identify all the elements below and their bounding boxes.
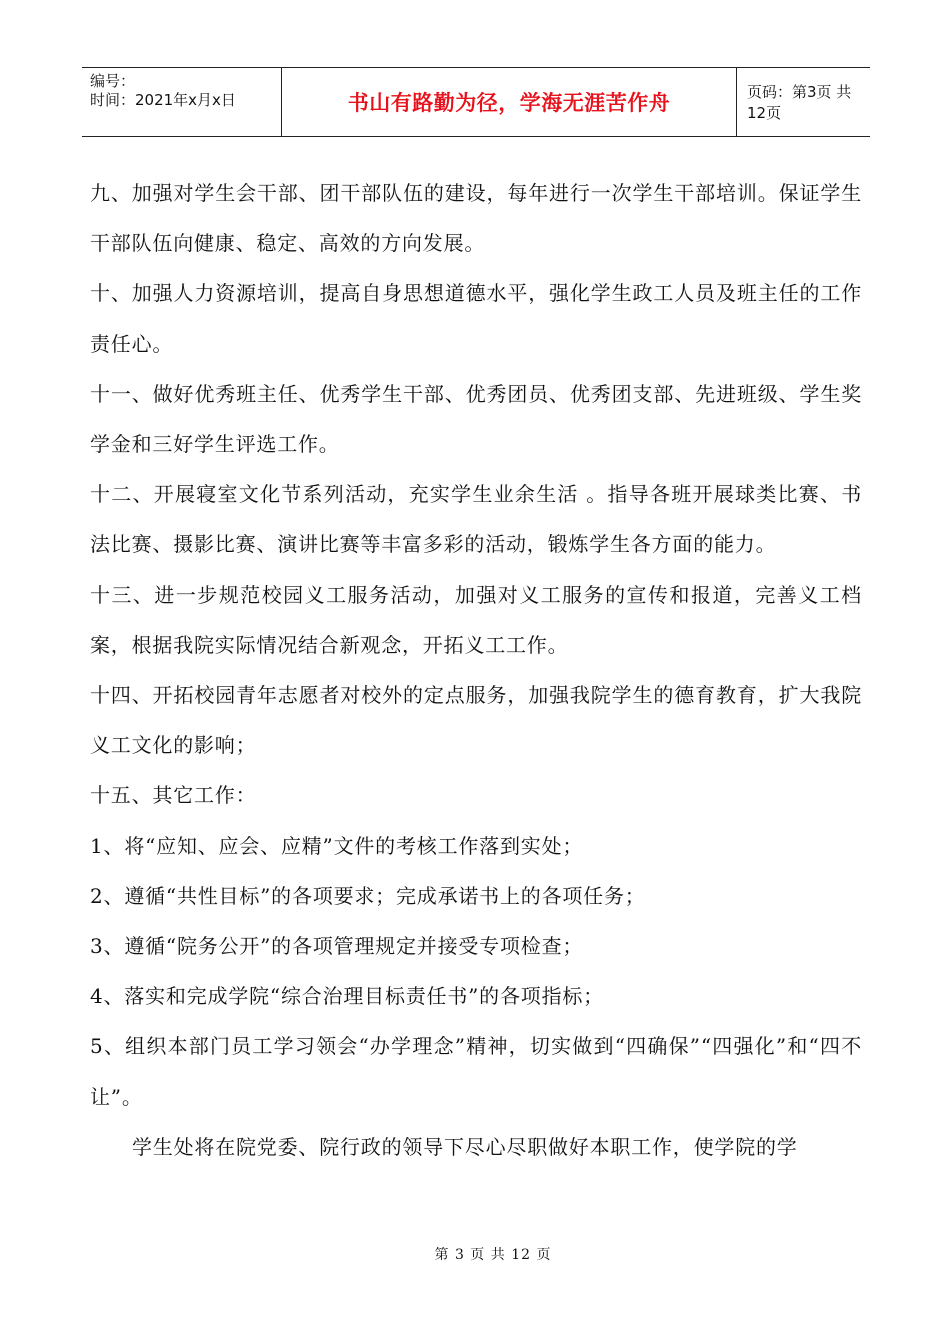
list-item-3: 3、遵循“院务公开”的各项管理规定并接受专项检查； bbox=[90, 934, 584, 959]
paragraph-item-9: 九、加强对学生会干部、团干部队伍的建设，每年进行一次学生干部培训。保证学生干部队伍向健康、稳定、高效的方向发展。 bbox=[90, 181, 862, 256]
page-footer: 第 3 页 共 12 页 bbox=[434, 1247, 552, 1263]
closing-paragraph: 学生处将在院党委、院行政的领导下尽心尽职做好本职工作，使学院的学 bbox=[132, 1134, 798, 1159]
paragraph-item-14: 十四、开拓校园青年志愿者对校外的定点服务，加强我院学生的德育教育，扩大我院义工文化的影响； bbox=[90, 683, 862, 758]
list-item-4: 4、落实和完成学院“综合治理目标责任书”的各项指标； bbox=[90, 984, 604, 1009]
page-header bbox=[82, 67, 870, 137]
header-motto: 书山有路勤为径，学海无涯苦作舟 bbox=[282, 68, 737, 136]
header-page-number: 页码：第3页 共12页 bbox=[747, 83, 852, 122]
document-number: 编号： bbox=[90, 72, 136, 90]
document-body bbox=[90, 168, 862, 1172]
header-meta bbox=[82, 68, 282, 136]
paragraph-item-12: 十二、开展寝室文化节系列活动，充实学生业余生活 。指导各班开展球类比赛、书法比赛、摄影比赛、演讲比赛等丰富多彩的活动，锻炼学生各方面的能力。 bbox=[90, 482, 862, 557]
list-item-5: 5、组织本部门员工学习领会“办学理念”精神，切实做到“四确保”“四强化”和“四不让”。 bbox=[90, 1034, 862, 1109]
document-date: 时间：2021年x月x日 bbox=[90, 91, 236, 109]
paragraph-item-11: 十一、做好优秀班主任、优秀学生干部、优秀团员、优秀团支部、先进班级、学生奖学金和三好学生评选工作。 bbox=[90, 381, 862, 457]
paragraph-item-10: 十、加强人力资源培训，提高自身思想道德水平，强化学生政工人员及班主任的工作责任心。 bbox=[90, 281, 862, 356]
list-item-1: 1、将“应知、应会、应精”文件的考核工作落到实处； bbox=[90, 833, 584, 858]
paragraph-item-15: 十五、其它工作： bbox=[90, 783, 257, 808]
list-item-2: 2、遵循“共性目标”的各项要求；完成承诺书上的各项任务； bbox=[90, 883, 646, 908]
paragraph-item-13: 十三、进一步规范校园义工服务活动，加强对义工服务的宣传和报道，完善义工档案，根据我院实际情况结合新观念，开拓义工工作。 bbox=[90, 582, 862, 657]
